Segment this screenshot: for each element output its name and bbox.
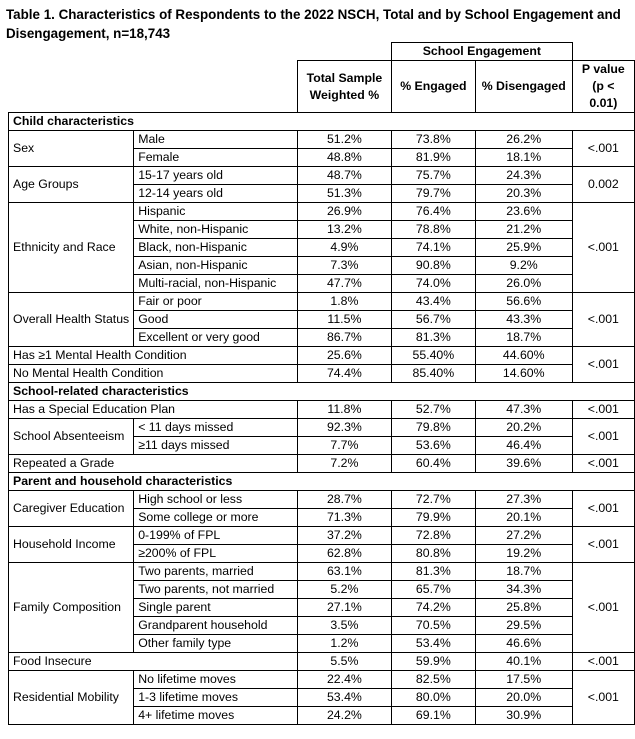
engaged-cell: 79.9% xyxy=(391,509,475,527)
row-label: Black, non-Hispanic xyxy=(134,239,298,257)
engaged-cell: 80.0% xyxy=(391,689,475,707)
disengaged-cell: 19.2% xyxy=(475,545,572,563)
total-cell: 51.3% xyxy=(297,185,391,203)
engaged-cell: 79.8% xyxy=(391,419,475,437)
group-label: Caregiver Education xyxy=(9,491,134,527)
total-cell: 48.7% xyxy=(297,167,391,185)
disengaged-cell: 46.6% xyxy=(475,635,572,653)
total-cell: 48.8% xyxy=(297,149,391,167)
row-label: ≥200% of FPL xyxy=(134,545,298,563)
disengaged-cell: 20.0% xyxy=(475,689,572,707)
engaged-cell: 82.5% xyxy=(391,671,475,689)
row-label: < 11 days missed xyxy=(134,419,298,437)
disengaged-cell: 18.7% xyxy=(475,563,572,581)
disengaged-cell: 26.0% xyxy=(475,275,572,293)
row-label: Female xyxy=(134,149,298,167)
total-cell: 3.5% xyxy=(297,617,391,635)
disengaged-cell: 27.3% xyxy=(475,491,572,509)
total-cell: 22.4% xyxy=(297,671,391,689)
total-cell: 11.5% xyxy=(297,311,391,329)
total-cell: 28.7% xyxy=(297,491,391,509)
engaged-cell: 74.0% xyxy=(391,275,475,293)
total-cell: 5.2% xyxy=(297,581,391,599)
engaged-cell: 90.8% xyxy=(391,257,475,275)
engaged-cell: 79.7% xyxy=(391,185,475,203)
pvalue-cell: <.001 xyxy=(572,653,634,671)
engaged-cell: 60.4% xyxy=(391,455,475,473)
disengaged-cell: 44.60% xyxy=(475,347,572,365)
table-row xyxy=(9,527,635,545)
total-cell: 24.2% xyxy=(297,707,391,725)
disengaged-cell: 29.5% xyxy=(475,617,572,635)
group-label: Household Income xyxy=(9,527,134,563)
row-label: Male xyxy=(134,131,298,149)
table-title: Table 1. Characteristics of Respondents to the 2022 NSCH, Total and by School Engagement and Disengagement, n=18,743 xyxy=(6,7,621,41)
engaged-cell: 74.2% xyxy=(391,599,475,617)
row-label: ≥11 days missed xyxy=(134,437,298,455)
disengaged-cell: 47.3% xyxy=(475,401,572,419)
disengaged-cell: 40.1% xyxy=(475,653,572,671)
table-row xyxy=(9,653,635,671)
total-cell: 7.7% xyxy=(297,437,391,455)
disengaged-cell: 39.6% xyxy=(475,455,572,473)
table-row xyxy=(9,293,635,311)
group-label: School Absenteeism xyxy=(9,419,134,455)
engaged-cell: 75.7% xyxy=(391,167,475,185)
total-cell: 53.4% xyxy=(297,689,391,707)
total-cell: 92.3% xyxy=(297,419,391,437)
table-row xyxy=(9,131,635,149)
total-cell: 27.1% xyxy=(297,599,391,617)
engaged-cell: 81.9% xyxy=(391,149,475,167)
pvalue-cell: <.001 xyxy=(572,527,634,563)
engaged-cell: 52.7% xyxy=(391,401,475,419)
total-cell: 37.2% xyxy=(297,527,391,545)
pvalue-cell: <.001 xyxy=(572,401,634,419)
engaged-cell: 70.5% xyxy=(391,617,475,635)
row-label: High school or less xyxy=(134,491,298,509)
row-label: Multi-racial, non-Hispanic xyxy=(134,275,298,293)
total-cell: 47.7% xyxy=(297,275,391,293)
row-label: 1-3 lifetime moves xyxy=(134,689,298,707)
engaged-cell: 76.4% xyxy=(391,203,475,221)
engaged-cell: 59.9% xyxy=(391,653,475,671)
total-cell: 13.2% xyxy=(297,221,391,239)
pvalue-cell: <.001 xyxy=(572,563,634,653)
table-row xyxy=(9,203,635,221)
total-cell: 25.6% xyxy=(297,347,391,365)
row-label: Has ≥1 Mental Health Condition xyxy=(9,347,298,365)
disengaged-header: % Disengaged xyxy=(475,61,572,113)
total-cell: 86.7% xyxy=(297,329,391,347)
disengaged-cell: 20.3% xyxy=(475,185,572,203)
total-cell: 74.4% xyxy=(297,365,391,383)
disengaged-cell: 21.2% xyxy=(475,221,572,239)
pvalue-cell: <.001 xyxy=(572,455,634,473)
row-label: Single parent xyxy=(134,599,298,617)
disengaged-cell: 18.1% xyxy=(475,149,572,167)
total-cell: 63.1% xyxy=(297,563,391,581)
engaged-cell: 55.40% xyxy=(391,347,475,365)
engaged-cell: 43.4% xyxy=(391,293,475,311)
total-cell: 7.3% xyxy=(297,257,391,275)
disengaged-cell: 25.8% xyxy=(475,599,572,617)
engaged-cell: 81.3% xyxy=(391,563,475,581)
row-label: Repeated a Grade xyxy=(9,455,298,473)
row-label: Asian, non-Hispanic xyxy=(134,257,298,275)
pvalue-cell: <.001 xyxy=(572,347,634,383)
row-label: No Mental Health Condition xyxy=(9,365,298,383)
total-cell: 62.8% xyxy=(297,545,391,563)
row-label: Hispanic xyxy=(134,203,298,221)
disengaged-cell: 56.6% xyxy=(475,293,572,311)
disengaged-cell: 18.7% xyxy=(475,329,572,347)
disengaged-cell: 24.3% xyxy=(475,167,572,185)
engaged-cell: 80.8% xyxy=(391,545,475,563)
row-label: Some college or more xyxy=(134,509,298,527)
engaged-cell: 69.1% xyxy=(391,707,475,725)
characteristics-table xyxy=(8,42,635,725)
row-label: Two parents, not married xyxy=(134,581,298,599)
engaged-cell: 85.40% xyxy=(391,365,475,383)
total-sample-header: Total Sample Weighted % xyxy=(297,61,391,113)
row-label: Good xyxy=(134,311,298,329)
row-label: Excellent or very good xyxy=(134,329,298,347)
disengaged-cell: 46.4% xyxy=(475,437,572,455)
disengaged-cell: 9.2% xyxy=(475,257,572,275)
engaged-cell: 56.7% xyxy=(391,311,475,329)
disengaged-cell: 27.2% xyxy=(475,527,572,545)
table-row xyxy=(9,167,635,185)
total-cell: 4.9% xyxy=(297,239,391,257)
pvalue-cell: <.001 xyxy=(572,671,634,725)
row-label: 4+ lifetime moves xyxy=(134,707,298,725)
pvalue-cell: 0.002 xyxy=(572,167,634,203)
table-row xyxy=(9,365,635,383)
disengaged-cell: 34.3% xyxy=(475,581,572,599)
disengaged-cell: 30.9% xyxy=(475,707,572,725)
group-label: Sex xyxy=(9,131,134,167)
engaged-cell: 72.7% xyxy=(391,491,475,509)
table-row xyxy=(9,419,635,437)
engaged-header: % Engaged xyxy=(391,61,475,113)
row-label: Other family type xyxy=(134,635,298,653)
table-row xyxy=(9,563,635,581)
disengaged-cell: 20.2% xyxy=(475,419,572,437)
total-cell: 51.2% xyxy=(297,131,391,149)
disengaged-cell: 14.60% xyxy=(475,365,572,383)
disengaged-cell: 43.3% xyxy=(475,311,572,329)
engaged-cell: 65.7% xyxy=(391,581,475,599)
table-row xyxy=(9,491,635,509)
engaged-cell: 78.8% xyxy=(391,221,475,239)
total-cell: 1.2% xyxy=(297,635,391,653)
table-row xyxy=(9,401,635,419)
row-label: No lifetime moves xyxy=(134,671,298,689)
section-heading: Child characteristics xyxy=(9,113,635,131)
row-label: 0-199% of FPL xyxy=(134,527,298,545)
disengaged-cell: 20.1% xyxy=(475,509,572,527)
engaged-cell: 53.6% xyxy=(391,437,475,455)
row-label: Fair or poor xyxy=(134,293,298,311)
section-heading: Parent and household characteristics xyxy=(9,473,635,491)
disengaged-cell: 26.2% xyxy=(475,131,572,149)
row-label: Two parents, married xyxy=(134,563,298,581)
total-cell: 26.9% xyxy=(297,203,391,221)
row-label: Grandparent household xyxy=(134,617,298,635)
row-label: Food Insecure xyxy=(9,653,298,671)
group-label: Age Groups xyxy=(9,167,134,203)
school-engagement-header: School Engagement xyxy=(391,43,572,61)
engaged-cell: 72.8% xyxy=(391,527,475,545)
group-label: Family Composition xyxy=(9,563,134,653)
engaged-cell: 74.1% xyxy=(391,239,475,257)
total-cell: 1.8% xyxy=(297,293,391,311)
total-cell: 7.2% xyxy=(297,455,391,473)
group-label: Residential Mobility xyxy=(9,671,134,725)
pvalue-cell: <.001 xyxy=(572,293,634,347)
disengaged-cell: 25.9% xyxy=(475,239,572,257)
disengaged-cell: 23.6% xyxy=(475,203,572,221)
total-cell: 71.3% xyxy=(297,509,391,527)
pvalue-cell: <.001 xyxy=(572,131,634,167)
engaged-cell: 81.3% xyxy=(391,329,475,347)
table-row xyxy=(9,671,635,689)
row-label: 15-17 years old xyxy=(134,167,298,185)
table-row xyxy=(9,347,635,365)
table-row xyxy=(9,455,635,473)
total-cell: 11.8% xyxy=(297,401,391,419)
engaged-cell: 73.8% xyxy=(391,131,475,149)
disengaged-cell: 17.5% xyxy=(475,671,572,689)
group-label: Overall Health Status xyxy=(9,293,134,347)
row-label: Has a Special Education Plan xyxy=(9,401,298,419)
engaged-cell: 53.4% xyxy=(391,635,475,653)
pvalue-cell: <.001 xyxy=(572,203,634,293)
row-label: 12-14 years old xyxy=(134,185,298,203)
group-label: Ethnicity and Race xyxy=(9,203,134,293)
section-heading: School-related characteristics xyxy=(9,383,635,401)
pvalue-cell: <.001 xyxy=(572,491,634,527)
pvalue-header: P value (p < 0.01) xyxy=(572,61,634,113)
pvalue-cell: <.001 xyxy=(572,419,634,455)
row-label: White, non-Hispanic xyxy=(134,221,298,239)
total-cell: 5.5% xyxy=(297,653,391,671)
